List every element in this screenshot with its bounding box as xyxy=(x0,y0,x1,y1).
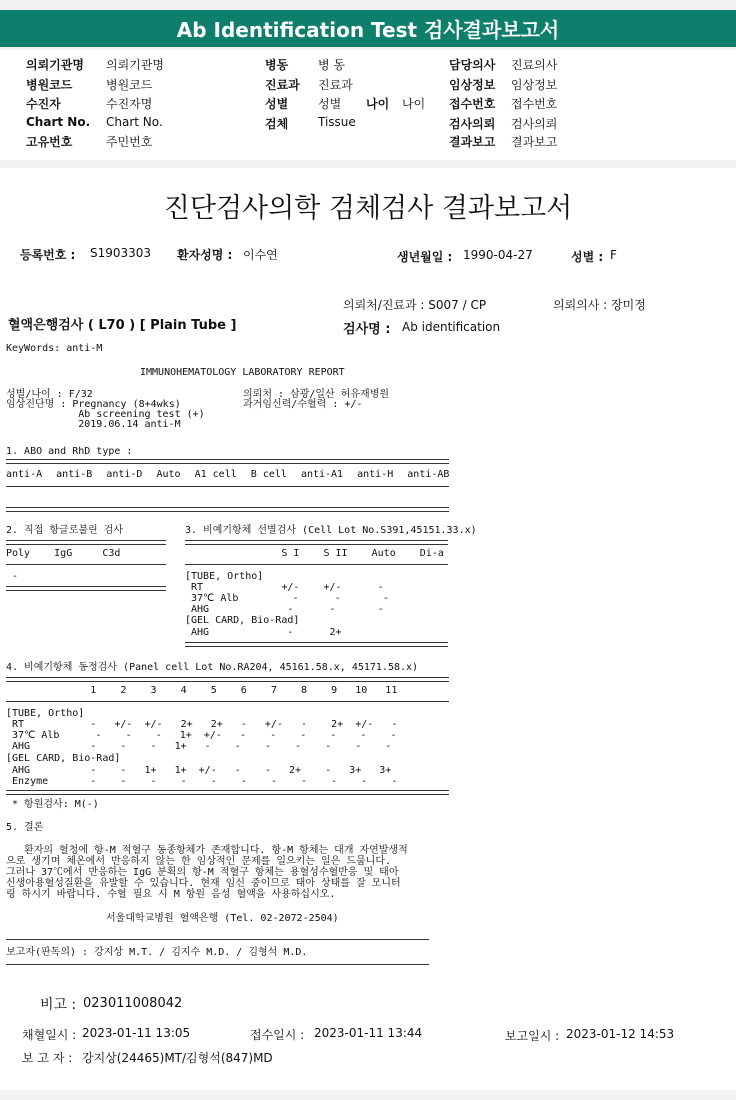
reported-datetime: 2023-01-12 14:53 xyxy=(566,1027,675,1041)
abo-col: anti-B xyxy=(56,469,93,480)
section-screening-title: 3. 비예기항체 선별검사 (Cell Lot No.S391,45151.33.x) xyxy=(185,525,477,536)
antigen-test: * 항원검사: M(-) xyxy=(6,799,99,810)
report-document xyxy=(0,168,736,1090)
abo-col: Auto xyxy=(156,469,181,480)
divider xyxy=(6,964,429,965)
divider xyxy=(6,540,166,545)
section-abo-title: 1. ABO and RhD type : xyxy=(6,446,133,457)
panel-row: RT - +/- +/- 2+ 2+ - +/- - 2+ +/- - xyxy=(6,719,398,730)
reg-number-value: S1903303 xyxy=(90,246,152,260)
screening-row: AHG - - - xyxy=(185,604,384,615)
divider xyxy=(6,701,449,702)
screening-row: [GEL CARD, Bio-Rad] xyxy=(185,615,300,626)
field-label: 병원코드 xyxy=(26,78,73,92)
divider xyxy=(6,586,166,591)
panel-row: AHG - - - 1+ - - - - - - - xyxy=(6,741,392,752)
screening-column-headers: S I S II Auto Di-a xyxy=(185,548,444,559)
test-name-value: Ab identification xyxy=(402,320,501,334)
field-value: 의뢰기관명 xyxy=(106,58,164,72)
field-label: 나이 xyxy=(366,97,390,111)
report-title: 진단검사의학 검체검사 결과보고서 xyxy=(163,193,573,224)
panel-row: Enzyme - - - - - - - - - - - xyxy=(6,776,398,787)
field-label: 수진자 xyxy=(26,97,61,111)
field-value: 나이 xyxy=(402,97,426,111)
field-value: 접수번호 xyxy=(511,97,558,111)
section-panel-title: 4. 비예기항체 동정검사 (Panel cell Lot No.RA204, 45161.58.x, 45171.58.x) xyxy=(6,662,419,673)
field-value: 병원코드 xyxy=(106,78,153,92)
divider xyxy=(6,677,449,682)
field-value: 성별 xyxy=(318,97,342,111)
collection-datetime: 2023-01-11 13:05 xyxy=(82,1026,191,1040)
report-banner xyxy=(0,10,736,47)
field-value: 수진자명 xyxy=(106,97,153,111)
abo-col: anti-A1 xyxy=(300,469,344,480)
field-value: 진료과 xyxy=(318,78,353,92)
dob-value: 1990-04-27 xyxy=(463,248,533,262)
test-name-label: 검사명 : xyxy=(343,322,391,337)
field-label: 접수번호 xyxy=(449,97,496,111)
requesting-doctor: 의뢰의사 : 장미정 xyxy=(553,298,646,312)
screening-row: [TUBE, Ortho] xyxy=(185,571,264,582)
divider xyxy=(6,564,166,565)
abo-col: anti-AB xyxy=(407,469,450,480)
divider xyxy=(185,642,448,647)
patient-clinical-info: 성별/나이 : F/32 임상진단명 : Pregnancy (8+4wks) Ab screening test (+) 2019.06.14 anti-M xyxy=(6,389,205,430)
requester-info: 의뢰처/진료과 : S007 / CP xyxy=(343,298,487,312)
field-label: 검체 xyxy=(265,117,289,131)
hospital-contact: 서울대학교병원 혈액은행 (Tel. 02-2072-2504) xyxy=(106,913,339,924)
divider xyxy=(6,459,449,464)
abo-col: B cell xyxy=(250,469,287,480)
field-label: Chart No. xyxy=(26,115,91,129)
request-history-info: 의뢰처 : 삼광/일산 허유재병원 과거임신력/수혈력 : +/- xyxy=(243,389,390,410)
divider xyxy=(6,507,449,512)
section-conclusion-title: 5. 결론 xyxy=(6,822,44,833)
note-value: 023011008042 xyxy=(83,996,183,1011)
reporter-label: 보 고 자 : xyxy=(22,1051,73,1065)
header-fields xyxy=(0,50,736,160)
field-label: 의뢰기관명 xyxy=(26,58,84,72)
received-label: 접수일시 : xyxy=(250,1028,305,1042)
field-label: 검사의뢰 xyxy=(449,117,496,131)
received-datetime: 2023-01-11 13:44 xyxy=(314,1026,423,1040)
field-value: Chart No. xyxy=(106,115,163,129)
divider xyxy=(6,939,429,940)
patient-name-label: 환자성명 : xyxy=(177,248,233,262)
panel-row: 37℃ Alb - - - 1+ +/- - - - - - - xyxy=(6,730,397,741)
field-value: 주민번호 xyxy=(106,135,153,149)
abo-col: anti-H xyxy=(357,469,394,480)
collection-label: 채혈일시 : xyxy=(22,1028,77,1042)
sex-value: F xyxy=(610,248,617,262)
field-label: 고유번호 xyxy=(26,135,73,149)
dat-values: - xyxy=(6,571,19,582)
panel-row: AHG - - 1+ 1+ +/- - - 2+ - 3+ 3+ xyxy=(6,765,392,776)
abo-col: anti-A xyxy=(6,469,43,480)
abo-col: anti-D xyxy=(106,469,143,480)
test-section: 혈액은행검사 ( L70 ) [ Plain Tube ] xyxy=(8,318,237,333)
note-label: 비고 : xyxy=(40,997,77,1013)
reporter-value: 강지상(24465)MT/김형석(847)MD xyxy=(82,1051,273,1065)
reported-label: 보고일시 : xyxy=(505,1029,560,1043)
field-value: 병 동 xyxy=(318,58,345,72)
screening-row: AHG - 2+ xyxy=(185,627,342,638)
field-value: 결과보고 xyxy=(511,135,558,149)
screening-row: 37℃ Alb - - - xyxy=(185,593,389,604)
screening-row: RT +/- +/- - xyxy=(185,582,384,593)
divider xyxy=(6,486,449,487)
divider xyxy=(6,790,449,795)
field-label: 임상정보 xyxy=(449,78,496,92)
dob-label: 생년월일 : xyxy=(397,250,453,264)
field-value: Tissue xyxy=(318,115,356,129)
patient-name-value: 이수연 xyxy=(243,248,278,262)
conclusion-text: 환자의 혈청에 항-M 적혈구 동종항체가 존재합니다. 항-M 항체는 대개 자연발생적 으로 생기며 체온에서 반응하지 않는 한 임상적인 문제를 일으키는 일은 드뭅니다. 그러나 37℃에서 반응하는 IgG 분획의 항-M 적혈구 항체는 용혈성수혈반응 및 태아 신생아용혈성질환을 유발할 수 있습니다. 현재 임신 중이므로 태아 상태를 잘 모니터 링 하시기 바랍니다. 수혈 필요 시 M 항원 음성 혈액을 사용하십시오. xyxy=(6,845,408,900)
field-label: 담당의사 xyxy=(449,58,496,72)
divider xyxy=(185,564,448,565)
abo-column-headers xyxy=(6,470,449,480)
lab-report-title: IMMUNOHEMATOLOGY LABORATORY REPORT xyxy=(140,367,345,378)
divider xyxy=(185,540,448,545)
dat-column-headers: Poly IgG C3d xyxy=(6,548,121,559)
panel-column-headers: 1 2 3 4 5 6 7 8 9 10 11 xyxy=(6,685,398,696)
section-dat-title: 2. 직접 항글로불린 검사 xyxy=(6,525,124,536)
field-value: 검사의뢰 xyxy=(511,117,558,131)
field-value: 임상정보 xyxy=(511,78,558,92)
sex-label: 성별 : xyxy=(571,250,604,264)
keywords: KeyWords: anti-M xyxy=(6,343,103,354)
field-label: 성별 xyxy=(265,97,289,111)
reg-number-label: 등록번호 : xyxy=(20,248,76,262)
banner-title: Ab Identification Test 검사결과보고서 xyxy=(176,18,560,42)
field-label: 진료과 xyxy=(265,78,300,92)
reporting-pathologists: 보고자(판독의) : 강지상 M.T. / 김지수 M.D. / 김형석 M.D. xyxy=(6,947,308,958)
abo-col: A1 cell xyxy=(194,469,237,480)
field-label: 결과보고 xyxy=(449,135,496,149)
field-value: 진료의사 xyxy=(511,58,558,72)
panel-row: [GEL CARD, Bio-Rad] xyxy=(6,753,121,764)
panel-row: [TUBE, Ortho] xyxy=(6,708,85,719)
field-label: 병동 xyxy=(265,58,289,72)
